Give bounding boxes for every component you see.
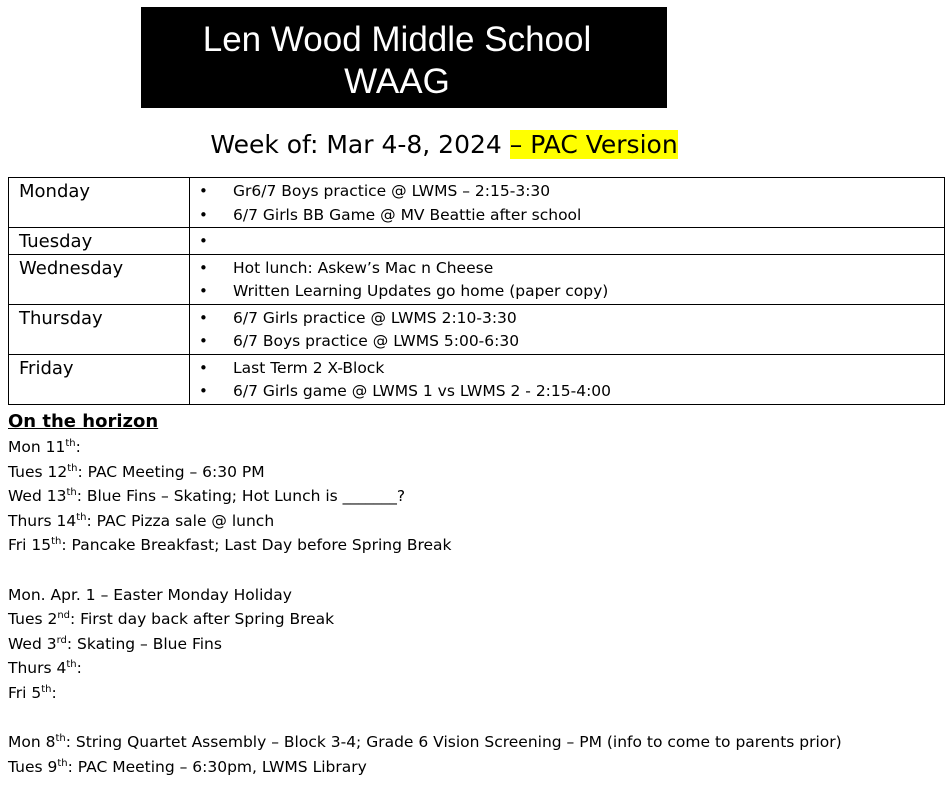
day-label: Tuesday — [9, 228, 190, 255]
school-name: Len Wood Middle School — [202, 20, 592, 59]
bullet-icon: • — [199, 358, 208, 377]
event-item — [190, 307, 944, 331]
horizon-item — [8, 755, 948, 780]
schedule-row-monday — [9, 178, 945, 228]
schedule-row-wednesday — [9, 254, 945, 304]
horizon-item — [8, 730, 948, 755]
event-item — [190, 257, 944, 281]
bullet-icon: • — [199, 382, 208, 400]
horizon-item — [8, 533, 948, 558]
horizon-item — [8, 484, 948, 509]
event-item — [190, 180, 944, 204]
event-item — [190, 280, 944, 304]
event-text: 6/7 Boys practice @ LWMS 5:00-6:30 — [233, 332, 520, 350]
event-item — [190, 330, 944, 354]
horizon-item — [8, 681, 948, 706]
day-events — [190, 354, 945, 404]
event-text: 6/7 Girls game @ LWMS 1 vs LWMS 2 - 2:15-4:00 — [233, 382, 612, 400]
day-label: Monday — [9, 178, 190, 228]
event-text: 6/7 Girls BB Game @ MV Beattie after school — [233, 205, 582, 224]
horizon-date: Fri 5 — [8, 683, 42, 702]
event-list — [190, 305, 944, 354]
day-label: Wednesday — [9, 254, 190, 304]
event-list — [190, 178, 944, 227]
banner-subtitle: WAAG — [344, 62, 450, 101]
horizon-date: Thurs 14 — [8, 511, 77, 530]
event-text: 6/7 Girls practice @ LWMS 2:10-3:30 — [233, 308, 517, 327]
event-item — [190, 230, 944, 254]
event-text: Gr6/7 Boys practice @ LWMS – 2:15-3:30 — [233, 182, 551, 200]
spacer — [8, 706, 948, 731]
horizon-detail: : PAC Meeting – 6:30 PM — [77, 462, 265, 481]
horizon-date: Wed 3 — [8, 634, 57, 653]
horizon-item — [8, 435, 948, 460]
event-item — [190, 357, 944, 381]
horizon-detail: : — [75, 438, 81, 456]
ordinal-suffix: nd — [57, 610, 71, 621]
horizon-detail: : Pancake Breakfast; Last Day before Spring Break — [61, 536, 452, 555]
horizon-detail: : PAC Pizza sale @ lunch — [86, 511, 275, 530]
ordinal-suffix: th — [76, 511, 87, 523]
horizon-section — [8, 409, 948, 779]
horizon-date: Mon 11 — [8, 438, 66, 456]
day-label: Friday — [9, 354, 190, 404]
ordinal-suffix: rd — [56, 634, 67, 646]
horizon-date: Thurs 4 — [8, 659, 67, 678]
schedule-row-tuesday — [9, 228, 945, 255]
event-list — [190, 355, 944, 404]
bullet-icon: • — [199, 258, 208, 277]
horizon-detail: : — [76, 659, 82, 678]
spacer — [8, 558, 948, 583]
ordinal-suffix: th — [67, 462, 78, 474]
ordinal-suffix: th — [65, 437, 76, 449]
horizon-item — [8, 607, 948, 632]
horizon-item — [8, 656, 948, 681]
horizon-item — [8, 460, 948, 485]
weekly-schedule-table — [8, 177, 945, 405]
horizon-item — [8, 583, 948, 608]
horizon-detail: : PAC Meeting – 6:30pm, LWMS Library — [67, 757, 367, 776]
ordinal-suffix: th — [66, 487, 77, 499]
ordinal-suffix: th — [57, 757, 68, 769]
horizon-date: Tues 2 — [8, 610, 58, 629]
week-dates: Week of: Mar 4-8, 2024 — [210, 130, 510, 159]
ordinal-suffix: th — [66, 659, 77, 671]
horizon-date: Mon 8 — [8, 733, 56, 752]
horizon-date: Tues 9 — [8, 757, 58, 776]
ordinal-suffix: th — [55, 732, 66, 744]
bullet-icon: • — [199, 282, 208, 300]
day-events — [190, 178, 945, 228]
ordinal-suffix: th — [41, 683, 52, 695]
horizon-list — [8, 435, 948, 779]
bullet-icon: • — [199, 332, 208, 350]
pac-version-highlight: – PAC Version — [509, 130, 678, 159]
horizon-date: Mon. Apr. 1 – Easter Monday Holiday — [8, 585, 292, 604]
week-heading — [0, 127, 888, 163]
horizon-detail: : — [51, 683, 57, 702]
event-text: Hot lunch: Askew’s Mac n Cheese — [233, 258, 494, 277]
horizon-detail: : Skating – Blue Fins — [66, 634, 222, 653]
horizon-item — [8, 509, 948, 534]
day-events — [190, 304, 945, 354]
day-label: Thursday — [9, 304, 190, 354]
day-events — [190, 254, 945, 304]
schedule-row-friday — [9, 354, 945, 404]
day-events — [190, 228, 945, 255]
event-list — [190, 255, 944, 304]
horizon-detail: : Blue Fins – Skating; Hot Lunch is _______? — [76, 487, 406, 506]
schedule-row-thursday — [9, 304, 945, 354]
event-list — [190, 228, 944, 254]
ordinal-suffix: th — [51, 536, 62, 548]
school-banner — [141, 7, 667, 108]
horizon-detail: : String Quartet Assembly – Block 3-4; Grade 6 Vision Screening – PM (info to come to parents prior) — [65, 733, 842, 752]
horizon-item — [8, 632, 948, 657]
event-item — [190, 204, 944, 228]
event-text: Last Term 2 X-Block — [233, 358, 385, 377]
event-item — [190, 380, 944, 404]
event-text: Written Learning Updates go home (paper copy) — [233, 282, 609, 300]
bullet-icon: • — [199, 182, 208, 200]
bullet-icon: • — [199, 232, 208, 250]
horizon-date: Wed 13 — [8, 487, 67, 506]
horizon-date: Fri 15 — [8, 536, 52, 555]
bullet-icon: • — [199, 308, 208, 327]
horizon-date: Tues 12 — [8, 462, 68, 481]
bullet-icon: • — [199, 205, 208, 224]
horizon-title: On the horizon — [8, 411, 159, 432]
horizon-detail: : First day back after Spring Break — [70, 610, 335, 629]
